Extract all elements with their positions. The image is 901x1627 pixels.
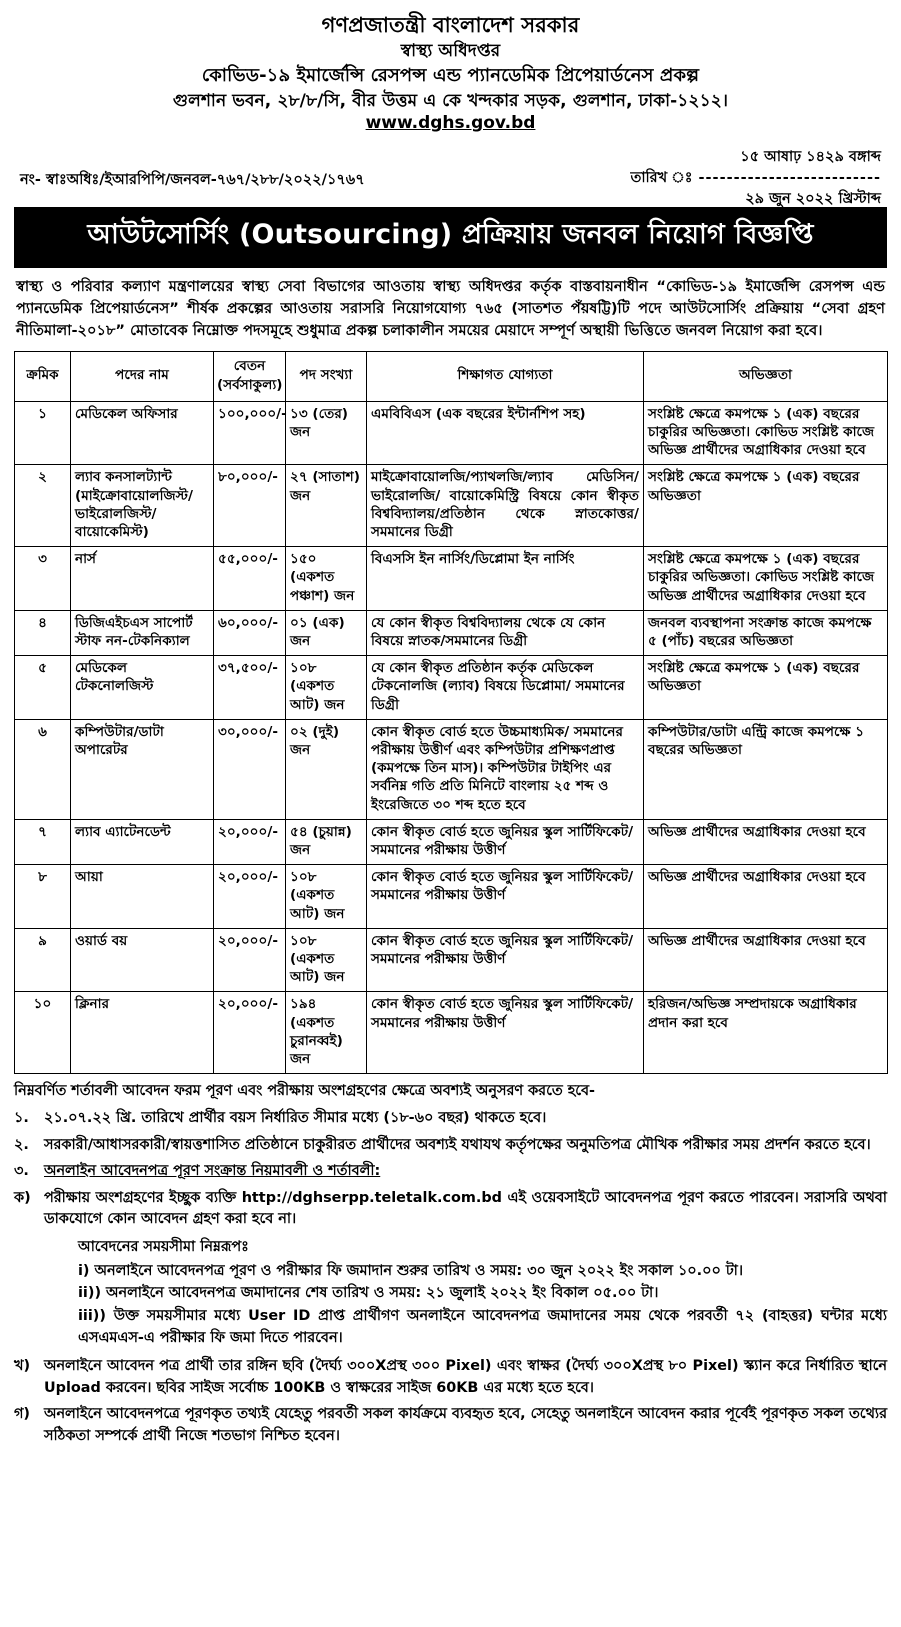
cell-pay: ২০,০০০/- (214, 928, 286, 992)
cell-post: ল্যাব কনসালট্যান্ট (মাইক্রোবায়োলজিস্ট/ ভাইরোলজিস্ট/ বায়োকেমিস্ট) (71, 465, 214, 547)
cell-education: মাইক্রোবায়োলজি/প্যাথলজি/ল্যাব মেডিসিন/ ভাইরোলজি/ বায়োকেমিস্ট্রি বিষয়ে কোন স্বীকৃত বিশ্ববিদ্যালয়/প্রতিষ্ঠান থেকে স্নাতকোত্তর/ সমমানের ডিগ্রী (367, 465, 644, 547)
condition-text (44, 1188, 887, 1231)
table-row (15, 656, 888, 720)
cell-serial: ৮ (15, 865, 71, 929)
header-education: শিক্ষাগত যোগ্যতা (367, 352, 644, 401)
conditions-lead: নিম্নবর্ণিত শর্তাবলী আবেদন ফরম পূরণ এবং পরীক্ষায় অংশগ্রহণের ক্ষেত্রে অবশ্যই অনুসরণ করতে হবে- (14, 1083, 596, 1100)
table-row (15, 610, 888, 655)
header-serial: ক্রমিক (15, 352, 71, 401)
cell-education: কোন স্বীকৃত বোর্ড হতে জুনিয়র স্কুল সার্টিফিকেট/সমমানের পরীক্ষায় উত্তীর্ণ (367, 992, 644, 1074)
table-row (15, 992, 888, 1074)
cell-education: এমবিবিএস (এক বছরের ইন্টার্নশিপ সহ) (367, 401, 644, 465)
table-row (15, 928, 888, 992)
table-row (15, 547, 888, 611)
cell-vacancies: ১০৮ (একশত আট) জন (286, 928, 367, 992)
government-title: গণপ্রজাতন্ত্রী বাংলাদেশ সরকার (321, 13, 580, 37)
cell-post: মেডিকেল অফিসার (71, 401, 214, 465)
cell-pay: ৩০,০০০/- (214, 719, 286, 819)
date-dashes: -------------------------- (698, 169, 881, 186)
cell-vacancies: ১৩ (তের) জন (286, 401, 367, 465)
cell-serial: ৫ (15, 656, 71, 720)
cell-experience: সংশ্লিষ্ট ক্ষেত্রে কমপক্ষে ১ (এক) বছরের অভিজ্ঞতা (644, 656, 888, 720)
condition-item-kha (14, 1356, 887, 1399)
cell-pay: ৮০,০০০/- (214, 465, 286, 547)
office-address: গুলশান ভবন, ২৮/৮/সি, বীর উত্তম এ কে খন্দকার সড়ক, গুলশান, ঢাকা-১২১২। (172, 90, 729, 111)
cell-pay: ৫৫,০০০/- (214, 547, 286, 611)
conditions-section (14, 1081, 887, 1447)
intro-paragraph: স্বাস্থ্য ও পরিবার কল্যাণ মন্ত্রণালয়ের স্বাস্থ্য সেবা বিভাগের আওতায় স্বাস্থ্য অধিদপ্তর কর্তৃক বাস্তবায়নাধীন “কোভিড-১৯ ইমার্জেন্সি রেসপন্স এন্ড প্যানডেমিক প্রিপেয়ার্ডনেস” শীর্ষক প্রকল্পের আওতায় সরাসরি নিয়োগযোগ্য ৭৬৫ (সাতশত পঁয়ষট্টি)টি পদে আউটসোর্সিং প্রক্রিয়ায় “সেবা গ্রহণ নীতিমালা-২০১৮” মোতাবেক নিম্নোক্ত পদসমূহে শুধুমাত্র প্রকল্প চলাকালীন সময়ের মেয়াদে সম্পূর্ণ অস্থায়ী ভিত্তিতে জনবল নিয়োগ করা হবে। (16, 277, 885, 340)
condition-item-1 (14, 1108, 887, 1130)
table-row (15, 465, 888, 547)
deadline-item-ii: ii)) অনলাইনে আবেদনপত্র জমাদানের শেষ তারিখ ও সময়: ২১ জুলাই ২০২২ ইং বিকাল ০৫.০০ টা। (78, 1285, 659, 1302)
deadline-item-iii: iii)) উক্ত সময়সীমার মধ্যে User ID প্রাপ্ত প্রার্থীগণ অনলাইনে আবেদনপত্র জমাদানের সময় থেকে পরবর্তী ৭২ (বাহত্তর) ঘন্টার মধ্যে এসএমএস-এ পরীক্ষার ফি জমা দিতে পারবেন। (78, 1308, 887, 1347)
date-block (630, 147, 881, 210)
condition-marker: ক) (14, 1189, 31, 1206)
condition-text: অনলাইন আবেদনপত্র পূরণ সংক্রান্ত নিয়মাবলী ও শর্তাবলী: (44, 1163, 381, 1180)
table-row (15, 819, 888, 864)
memo-date-row (14, 147, 887, 205)
cell-education: কোন স্বীকৃত বোর্ড হতে উচ্চমাধ্যমিক/ সমমানের পরীক্ষায় উত্তীর্ণ এবং কম্পিউটার প্রশিক্ষণপ্রাপ্ত (কমপক্ষে তিন মাস)। কম্পিউটার টাইপিং এর সর্বনিম্ন গতি প্রতি মিনিটে বাংলায় ২৫ শব্দ ও ইংরেজিতে ৩০ শব্দ হতে হবে (367, 719, 644, 819)
condition-text-after: এই ওয়েবসাইটে আবেদনপত্র পূরণ করতে পারবেন। সরাসরি অথবা ডাকযোগে কোন আবেদন গ্রহণ করা হবে না। (44, 1189, 887, 1228)
condition-item-ka (14, 1188, 887, 1231)
header-post-name: পদের নাম (71, 352, 214, 401)
cell-education: যে কোন স্বীকৃত প্রতিষ্ঠান কর্তৃক মেডিকেল টেকনোলজি (ল্যাব) বিষয়ে ডিপ্লোমা/ সমমানের ডিগ্রী (367, 656, 644, 720)
cell-vacancies: ২৭ (সাতাশ) জন (286, 465, 367, 547)
cell-post: নার্স (71, 547, 214, 611)
condition-text: সরকারী/আধাসরকারী/স্বায়ত্তশাসিত প্রতিষ্ঠানে চাকুরীরত প্রার্থীদের অবশ্যই যথাযথ কর্তৃপক্ষের অনুমতিপত্র মৌখিক পরীক্ষার সময় প্রদর্শন করতে হবে। (44, 1136, 871, 1153)
condition-item-ga (14, 1404, 887, 1447)
banner-english: (Outsourcing) (238, 218, 453, 250)
condition-marker: ২. (14, 1136, 29, 1153)
cell-education: কোন স্বীকৃত বোর্ড হতে জুনিয়র স্কুল সার্টিফিকেট/সমমানের পরীক্ষায় উত্তীর্ণ (367, 819, 644, 864)
condition-text: অনলাইনে আবেদনপত্রে পূরণকৃত তথ্যই যেহেতু পরবর্তী সকল কার্যক্রমে ব্যবহৃত হবে, সেহেতু অনলাইনে আবেদন করার পূর্বেই পূরণকৃত সকল তথ্যের সঠিকতা সম্পর্কে প্রার্থী নিজে শতভাগ নিশ্চিত হবেন। (44, 1406, 887, 1444)
condition-marker: ১. (14, 1109, 29, 1126)
condition-text: ২১.০৭.২২ খ্রি. তারিখে প্রার্থীর বয়স নির্ধারিত সীমার মধ্যে (১৮-৬০ বছর) থাকতে হবে। (44, 1109, 547, 1126)
cell-post: ল্যাব এ্যাটেনডেন্ট (71, 819, 214, 864)
cell-serial: ৩ (15, 547, 71, 611)
banner-prefix: আউটসোর্সিং (87, 218, 239, 250)
cell-pay: ৩৭,৫০০/- (214, 656, 286, 720)
english-date: ২৯ জুন ২০২২ খ্রিস্টাব্দ (745, 190, 881, 207)
cell-education: কোন স্বীকৃত বোর্ড হতে জুনিয়র স্কুল সার্টিফিকেট/সমমানের পরীক্ষায় উত্তীর্ণ (367, 928, 644, 992)
memo-number: নং- স্বাঃঅধিঃ/ইআরপিপি/জনবল-৭৬৭/২৮৮/২০২২/১৭৬৭ (20, 171, 365, 188)
cell-post: ডিজিএইচএস সাপোর্ট স্টাফ নন-টেকনিক্যাল (71, 610, 214, 655)
cell-vacancies: ০১ (এক) জন (286, 610, 367, 655)
header-pay-line2: (সর্বসাকুল্য) (217, 376, 283, 393)
application-url[interactable]: http://dghserpp.teletalk.com.bd (241, 1189, 502, 1206)
cell-pay: ২০,০০০/- (214, 992, 286, 1074)
cell-serial: ১ (15, 401, 71, 465)
condition-item-3 (14, 1161, 887, 1183)
cell-vacancies: ৫৪ (চুয়ান্ন) জন (286, 819, 367, 864)
header-pay-line1: বেতন (233, 358, 266, 375)
banner-suffix: প্রক্রিয়ায় জনবল নিয়োগ বিজ্ঞপ্তি (452, 218, 814, 250)
deadline-item-i: i) অনলাইনে আবেদনপত্র পূরণ ও পরীক্ষার ফি জমাদান শুরুর তারিখ ও সময়: ৩০ জুন ২০২২ ইং সকাল ১০.০০ টা। (78, 1262, 743, 1279)
project-title: কোভিড-১৯ ইমার্জেন্সি রেসপন্স এন্ড প্যানডেমিক প্রিপেয়ার্ডনেস প্রকল্প (201, 65, 700, 87)
cell-experience: সংশ্লিষ্ট ক্ষেত্রে কমপক্ষে ১ (এক) বছরের চাকুরির অভিজ্ঞতা। কোভিড সংশ্লিষ্ট কাজে অভিজ্ঞ প্রার্থীদের অগ্রাধিকার দেওয়া হবে (644, 401, 888, 465)
table-row (15, 865, 888, 929)
cell-education: যে কোন স্বীকৃত বিশ্ববিদ্যালয় থেকে যে কোন বিষয়ে স্নাতক/সমমানের ডিগ্রী (367, 610, 644, 655)
circular-banner (14, 207, 887, 268)
cell-pay: ২০,০০০/- (214, 819, 286, 864)
table-row (15, 401, 888, 465)
cell-vacancies: ১৯৪ (একশত চুরানব্বই) জন (286, 992, 367, 1074)
condition-marker: গ) (14, 1406, 31, 1423)
cell-serial: ৭ (15, 819, 71, 864)
header-pay (214, 352, 286, 401)
cell-serial: ৪ (15, 610, 71, 655)
deadline-title: আবেদনের সময়সীমা নিম্নরূপঃ (78, 1238, 249, 1255)
cell-experience: কম্পিউটার/ডাটা এন্ট্রি কাজে কমপক্ষে ১ বছরের অভিজ্ঞতা (644, 719, 888, 819)
bangla-date: ১৫ আষাঢ় ১৪২৯ বঙ্গাব্দ (740, 148, 881, 165)
cell-post: ওয়ার্ড বয় (71, 928, 214, 992)
table-row (15, 719, 888, 819)
cell-education: কোন স্বীকৃত বোর্ড হতে জুনিয়র স্কুল সার্টিফিকেট/সমমানের পরীক্ষায় উত্তীর্ণ (367, 865, 644, 929)
condition-text-before: পরীক্ষায় অংশগ্রহণের ইচ্ছুক ব্যক্তি (44, 1189, 242, 1206)
directorate-title: স্বাস্থ্য অধিদপ্তর (400, 41, 501, 62)
cell-serial: ১০ (15, 992, 71, 1074)
cell-serial: ৯ (15, 928, 71, 992)
cell-post: কম্পিউটার/ডাটা অপারেটর (71, 719, 214, 819)
cell-vacancies: ১৫০ (একশত পঞ্চাশ) জন (286, 547, 367, 611)
header-vacancies: পদ সংখ্যা (286, 352, 367, 401)
cell-pay: ২০,০০০/- (214, 865, 286, 929)
cell-post: ক্লিনার (71, 992, 214, 1074)
letterhead (14, 0, 887, 133)
cell-experience: অভিজ্ঞ প্রার্থীদের অগ্রাধিকার দেওয়া হবে (644, 819, 888, 864)
cell-experience: জনবল ব্যবস্থাপনা সংক্রান্ত কাজে কমপক্ষে ৫ (পাঁচ) বছরের অভিজ্ঞতা (644, 610, 888, 655)
cell-experience: অভিজ্ঞ প্রার্থীদের অগ্রাধিকার দেওয়া হবে (644, 928, 888, 992)
cell-vacancies: ০২ (দুই) জন (286, 719, 367, 819)
cell-experience: অভিজ্ঞ প্রার্থীদের অগ্রাধিকার দেওয়া হবে (644, 865, 888, 929)
cell-post: মেডিকেল টেকনোলজিস্ট (71, 656, 214, 720)
cell-vacancies: ১০৮ (একশত আট) জন (286, 865, 367, 929)
table-header-row (15, 352, 888, 401)
condition-item-2 (14, 1135, 887, 1157)
job-positions-table (14, 351, 888, 1074)
cell-pay: ৬০,০০০/- (214, 610, 286, 655)
condition-marker: ৩. (14, 1163, 29, 1180)
cell-vacancies: ১০৮ (একশত আট) জন (286, 656, 367, 720)
cell-serial: ৬ (15, 719, 71, 819)
cell-experience: হরিজন/অভিজ্ঞ সম্প্রদায়কে অগ্রাধিকার প্রদান করা হবে (644, 992, 888, 1074)
date-label: তারিখ ঃ (630, 169, 693, 186)
cell-pay: ১০০,০০০/- (214, 401, 286, 465)
condition-marker: খ) (14, 1358, 31, 1375)
cell-education: বিএসসি ইন নার্সিং/ডিপ্লোমা ইন নার্সিং (367, 547, 644, 611)
cell-experience: সংশ্লিষ্ট ক্ষেত্রে কমপক্ষে ১ (এক) বছরের চাকুরির অভিজ্ঞতা। কোভিড সংশ্লিষ্ট কাজে অভিজ্ঞ প্রার্থীদের অগ্রাধিকার দেওয়া হবে (644, 547, 888, 611)
header-experience: অভিজ্ঞতা (644, 352, 888, 401)
cell-post: আয়া (71, 865, 214, 929)
cell-serial: ২ (15, 465, 71, 547)
website-link[interactable]: www.dghs.gov.bd (365, 112, 536, 133)
condition-text: অনলাইনে আবেদন পত্র প্রার্থী তার রঙ্গিন ছবি (দৈর্ঘ্য ৩০০Xপ্রস্থ ৩০০ Pixel) এবং স্বাক্ষর (দৈর্ঘ্য ৩০০Xপ্রস্থ ৮০ Pixel) স্ক্যান করে নির্ধারিত স্থানে Upload করবেন। ছবির সাইজ সর্বোচ্চ 100KB ও স্বাক্ষরের সাইজ 60KB এর মধ্যে হতে হবে। (44, 1358, 887, 1396)
deadline-block (78, 1237, 887, 1350)
cell-experience: সংশ্লিষ্ট ক্ষেত্রে কমপক্ষে ১ (এক) বছরের অভিজ্ঞতা (644, 465, 888, 547)
